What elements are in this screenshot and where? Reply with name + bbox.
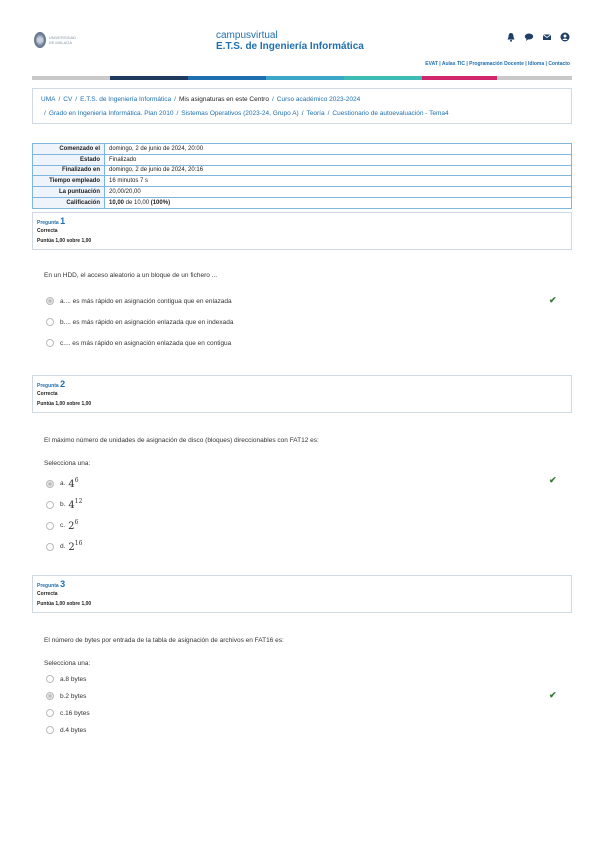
breadcrumb-separator: / — [327, 110, 330, 117]
option-math — [68, 477, 78, 490]
breadcrumb-link[interactable]: Cuestionario de autoevaluación - Tema4 — [332, 110, 449, 117]
question-number-value: 3 — [60, 579, 66, 589]
math-base: 2 — [68, 521, 75, 532]
summary-key: La puntuación — [33, 187, 105, 198]
breadcrumb-separator: / — [301, 110, 304, 117]
option-text: 2 bytes — [65, 692, 87, 700]
option-text: 8 bytes — [65, 675, 87, 683]
check-icon: ✔ — [549, 475, 557, 485]
question-number — [37, 379, 567, 389]
university-logo[interactable] — [34, 30, 82, 50]
math-base: 2 — [68, 542, 75, 553]
mail-icon[interactable] — [542, 32, 552, 42]
question-text: En un HDD, el acceso aleatorio a un bloque de un fichero ... — [44, 272, 218, 279]
question-label: Pregunta — [37, 383, 61, 389]
color-bar-segment — [188, 76, 266, 80]
breadcrumb — [32, 88, 572, 124]
header-icons — [506, 32, 570, 42]
user-icon[interactable] — [560, 32, 570, 42]
answer-prompt: Selecciona una: — [44, 460, 91, 467]
summary-value: 10,00 de 10,00 (100%) — [105, 197, 572, 208]
radio-button[interactable] — [46, 675, 54, 683]
option-letter: b. — [60, 692, 66, 700]
option-letter: d. — [60, 726, 66, 734]
summary-key: Tiempo empleado — [33, 176, 105, 187]
page-header — [0, 0, 600, 78]
option-letter: a. — [60, 480, 66, 487]
breadcrumb-link[interactable]: E.T.S. de Ingeniería Informática — [80, 96, 172, 103]
option-letter: a. — [60, 297, 66, 305]
option-letter: a. — [60, 675, 66, 683]
option-letter: c. — [60, 522, 66, 529]
answer-prompt: Selecciona una: — [44, 660, 91, 667]
answer-option[interactable] — [46, 709, 90, 717]
attempt-summary-table — [32, 143, 572, 209]
answer-option[interactable] — [46, 477, 79, 490]
question-state: Correcta — [37, 391, 58, 397]
breadcrumb-separator: / — [44, 110, 46, 117]
question-state: Correcta — [37, 591, 58, 597]
option-letter: c. — [60, 339, 66, 347]
check-icon: ✔ — [549, 295, 557, 305]
summary-value: 16 minutos 7 s — [105, 176, 572, 187]
summary-key: Comenzado el — [33, 144, 105, 155]
breadcrumb-separator: / — [176, 110, 179, 117]
question-text: El máximo número de unidades de asignación de disco (bloques) direccionables con FAT12 es: — [44, 437, 319, 444]
color-bar-segment — [266, 76, 344, 80]
breadcrumb-separator: / — [271, 96, 274, 103]
answer-option[interactable] — [46, 339, 231, 347]
radio-button[interactable] — [46, 480, 54, 488]
logo-text: UNIVERSIDAD DE MÁLAGA — [48, 35, 77, 45]
breadcrumb-separator: / — [174, 96, 176, 103]
radio-button[interactable] — [46, 318, 54, 326]
question-text: El número de bytes por entrada de la tabla de asignación de archivos en FAT16 es: — [44, 637, 284, 644]
summary-row — [33, 187, 572, 198]
question-info — [32, 575, 572, 613]
summary-row — [33, 165, 572, 176]
question-grade: Puntúa 1,00 sobre 1,00 — [37, 601, 92, 607]
summary-key: Calificación — [33, 197, 105, 208]
bell-icon[interactable] — [506, 32, 516, 42]
summary-key: Finalizado en — [33, 165, 105, 176]
breadcrumb-separator: / — [75, 96, 78, 103]
breadcrumb-link[interactable]: Teoría — [306, 110, 325, 117]
site-title-line2: E.T.S. de Ingeniería Informática — [216, 41, 364, 52]
grade-percent: (100%) — [150, 199, 171, 206]
radio-button[interactable] — [46, 692, 54, 700]
math-base: 4 — [68, 500, 75, 511]
question-state: Correcta — [37, 228, 58, 234]
summary-value: 20,00/20,00 — [105, 187, 572, 198]
summary-value: domingo, 2 de junio de 2024, 20:00 — [105, 144, 572, 155]
radio-button[interactable] — [46, 543, 54, 551]
question-info — [32, 212, 572, 250]
check-icon: ✔ — [549, 690, 557, 700]
question-info — [32, 375, 572, 413]
breadcrumb-link[interactable]: Curso académico 2023-2024 — [276, 96, 361, 103]
option-letter: c. — [60, 709, 66, 717]
math-exponent: 6 — [74, 477, 79, 484]
breadcrumb-separator: / — [58, 96, 61, 103]
option-letter: b. — [60, 501, 66, 508]
answer-option[interactable] — [46, 519, 78, 532]
breadcrumb-link[interactable]: Grado en Ingeniería Informática. Plan 2010 — [48, 110, 174, 117]
chat-icon[interactable] — [524, 32, 534, 42]
question-number — [37, 216, 567, 226]
answer-option[interactable] — [46, 675, 86, 683]
breadcrumb-link: Mis asignaturas en este Centro — [178, 96, 269, 103]
summary-row — [33, 154, 572, 165]
option-text: ... es más rápido en asignación contigua que en enlazada — [65, 297, 232, 305]
option-math — [68, 540, 82, 553]
option-text: 4 bytes — [65, 726, 87, 734]
radio-button[interactable] — [46, 726, 54, 734]
summary-row — [33, 144, 572, 155]
math-base: 4 — [68, 479, 75, 490]
question-number — [37, 579, 567, 589]
grade-score: 10,00 — [109, 199, 125, 206]
answer-option[interactable] — [46, 297, 232, 305]
summary-value: domingo, 2 de junio de 2024, 20:16 — [105, 165, 572, 176]
summary-key: Estado — [33, 154, 105, 165]
answer-option[interactable] — [46, 318, 233, 326]
radio-button[interactable] — [46, 297, 54, 305]
breadcrumb-link[interactable]: Sistemas Operativos (2023-24, Grupo A) — [181, 110, 299, 117]
option-text: ... es más rápido en asignación enlazada que en indexada — [65, 318, 234, 326]
question-grade: Puntúa 1,00 sobre 1,00 — [37, 401, 92, 407]
math-exponent: 6 — [74, 519, 79, 526]
color-bar-segment — [32, 76, 110, 80]
answer-option[interactable] — [46, 540, 82, 553]
color-bar-segment — [110, 76, 188, 80]
breadcrumb-link[interactable]: UMA — [41, 96, 56, 103]
question-number-value: 2 — [60, 379, 66, 389]
question-label: Pregunta — [37, 220, 61, 226]
top-links[interactable]: EVAT | Aulas TIC | Programación Docente | Idioma | Contacto — [425, 61, 570, 67]
question-label: Pregunta — [37, 583, 61, 589]
breadcrumb-line-2 — [41, 107, 563, 121]
option-text: 16 bytes — [65, 709, 90, 717]
radio-button[interactable] — [46, 709, 54, 717]
answer-option[interactable] — [46, 498, 82, 511]
radio-button[interactable] — [46, 339, 54, 347]
color-bar-segment — [344, 76, 422, 80]
option-math — [68, 498, 82, 511]
summary-row — [33, 197, 572, 208]
math-exponent: 12 — [74, 498, 83, 505]
question-number-value: 1 — [60, 216, 66, 226]
answer-option[interactable] — [46, 692, 86, 700]
radio-button[interactable] — [46, 501, 54, 509]
summary-row — [33, 176, 572, 187]
option-math — [68, 519, 78, 532]
university-seal-icon — [34, 32, 46, 48]
math-exponent: 16 — [74, 540, 83, 547]
summary-value: Finalizado — [105, 154, 572, 165]
breadcrumb-link[interactable]: CV — [63, 96, 73, 103]
site-title[interactable] — [216, 31, 364, 53]
color-bar-segment — [422, 76, 497, 80]
breadcrumb-line-1 — [41, 93, 563, 107]
option-letter: b. — [60, 318, 66, 326]
radio-button[interactable] — [46, 522, 54, 530]
option-letter: d. — [60, 543, 66, 550]
site-title-line1: campusvirtual — [216, 30, 278, 41]
question-grade: Puntúa 1,00 sobre 1,00 — [37, 238, 92, 244]
option-text: ... es más rápido en asignación enlazada que en contigua — [65, 339, 232, 347]
color-bar — [32, 76, 572, 80]
color-bar-segment — [497, 76, 572, 80]
answer-option[interactable] — [46, 726, 86, 734]
